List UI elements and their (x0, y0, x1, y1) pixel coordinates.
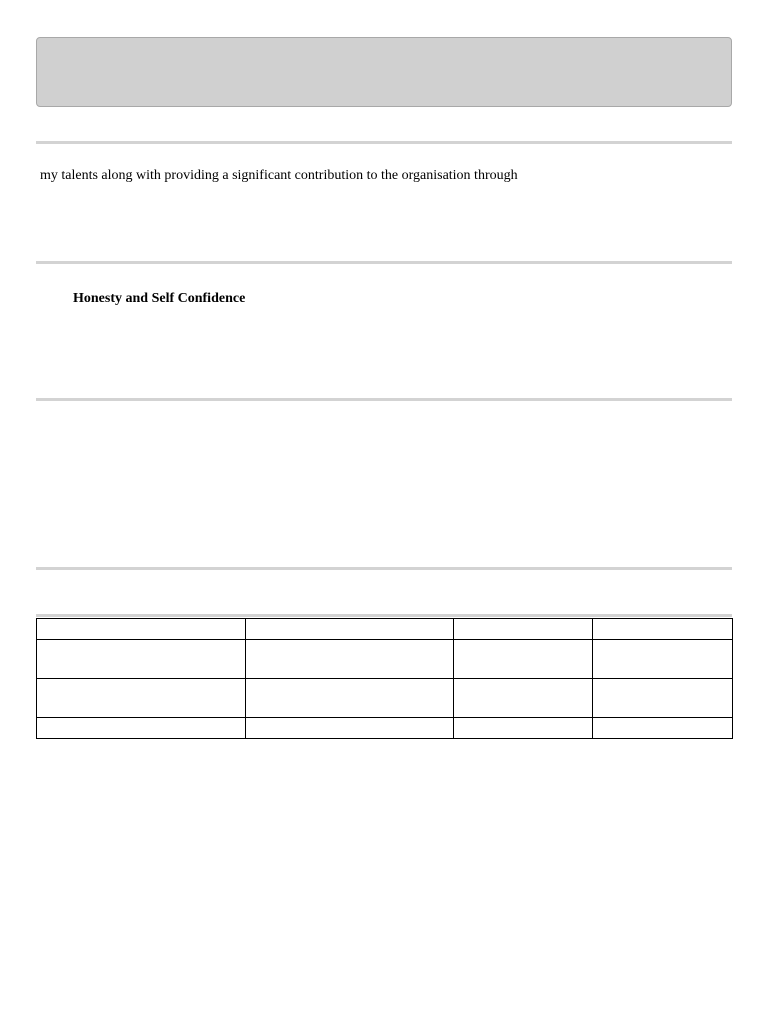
table-cell (246, 679, 454, 718)
table-cell (37, 619, 246, 640)
table-cell (246, 718, 454, 739)
table-cell (454, 679, 593, 718)
section-divider (36, 567, 732, 570)
table-row (37, 640, 733, 679)
table-cell (593, 718, 733, 739)
section-divider (36, 141, 732, 144)
table-cell (454, 640, 593, 679)
section-divider (36, 398, 732, 401)
table-cell (593, 679, 733, 718)
section-divider (36, 614, 732, 617)
strength-item: Honesty and Self Confidence (73, 291, 246, 306)
table-cell (37, 679, 246, 718)
table-cell (454, 718, 593, 739)
table-row (37, 679, 733, 718)
table-cell (454, 619, 593, 640)
details-table (36, 618, 733, 739)
table-cell (246, 619, 454, 640)
header-banner (36, 37, 732, 107)
table-cell (593, 619, 733, 640)
table-cell (246, 640, 454, 679)
objective-text: my talents along with providing a significant contribution to the organisation through (40, 168, 518, 183)
table-row (37, 718, 733, 739)
table-cell (37, 718, 246, 739)
table-row (37, 619, 733, 640)
section-divider (36, 261, 732, 264)
table-cell (37, 640, 246, 679)
table-cell (593, 640, 733, 679)
